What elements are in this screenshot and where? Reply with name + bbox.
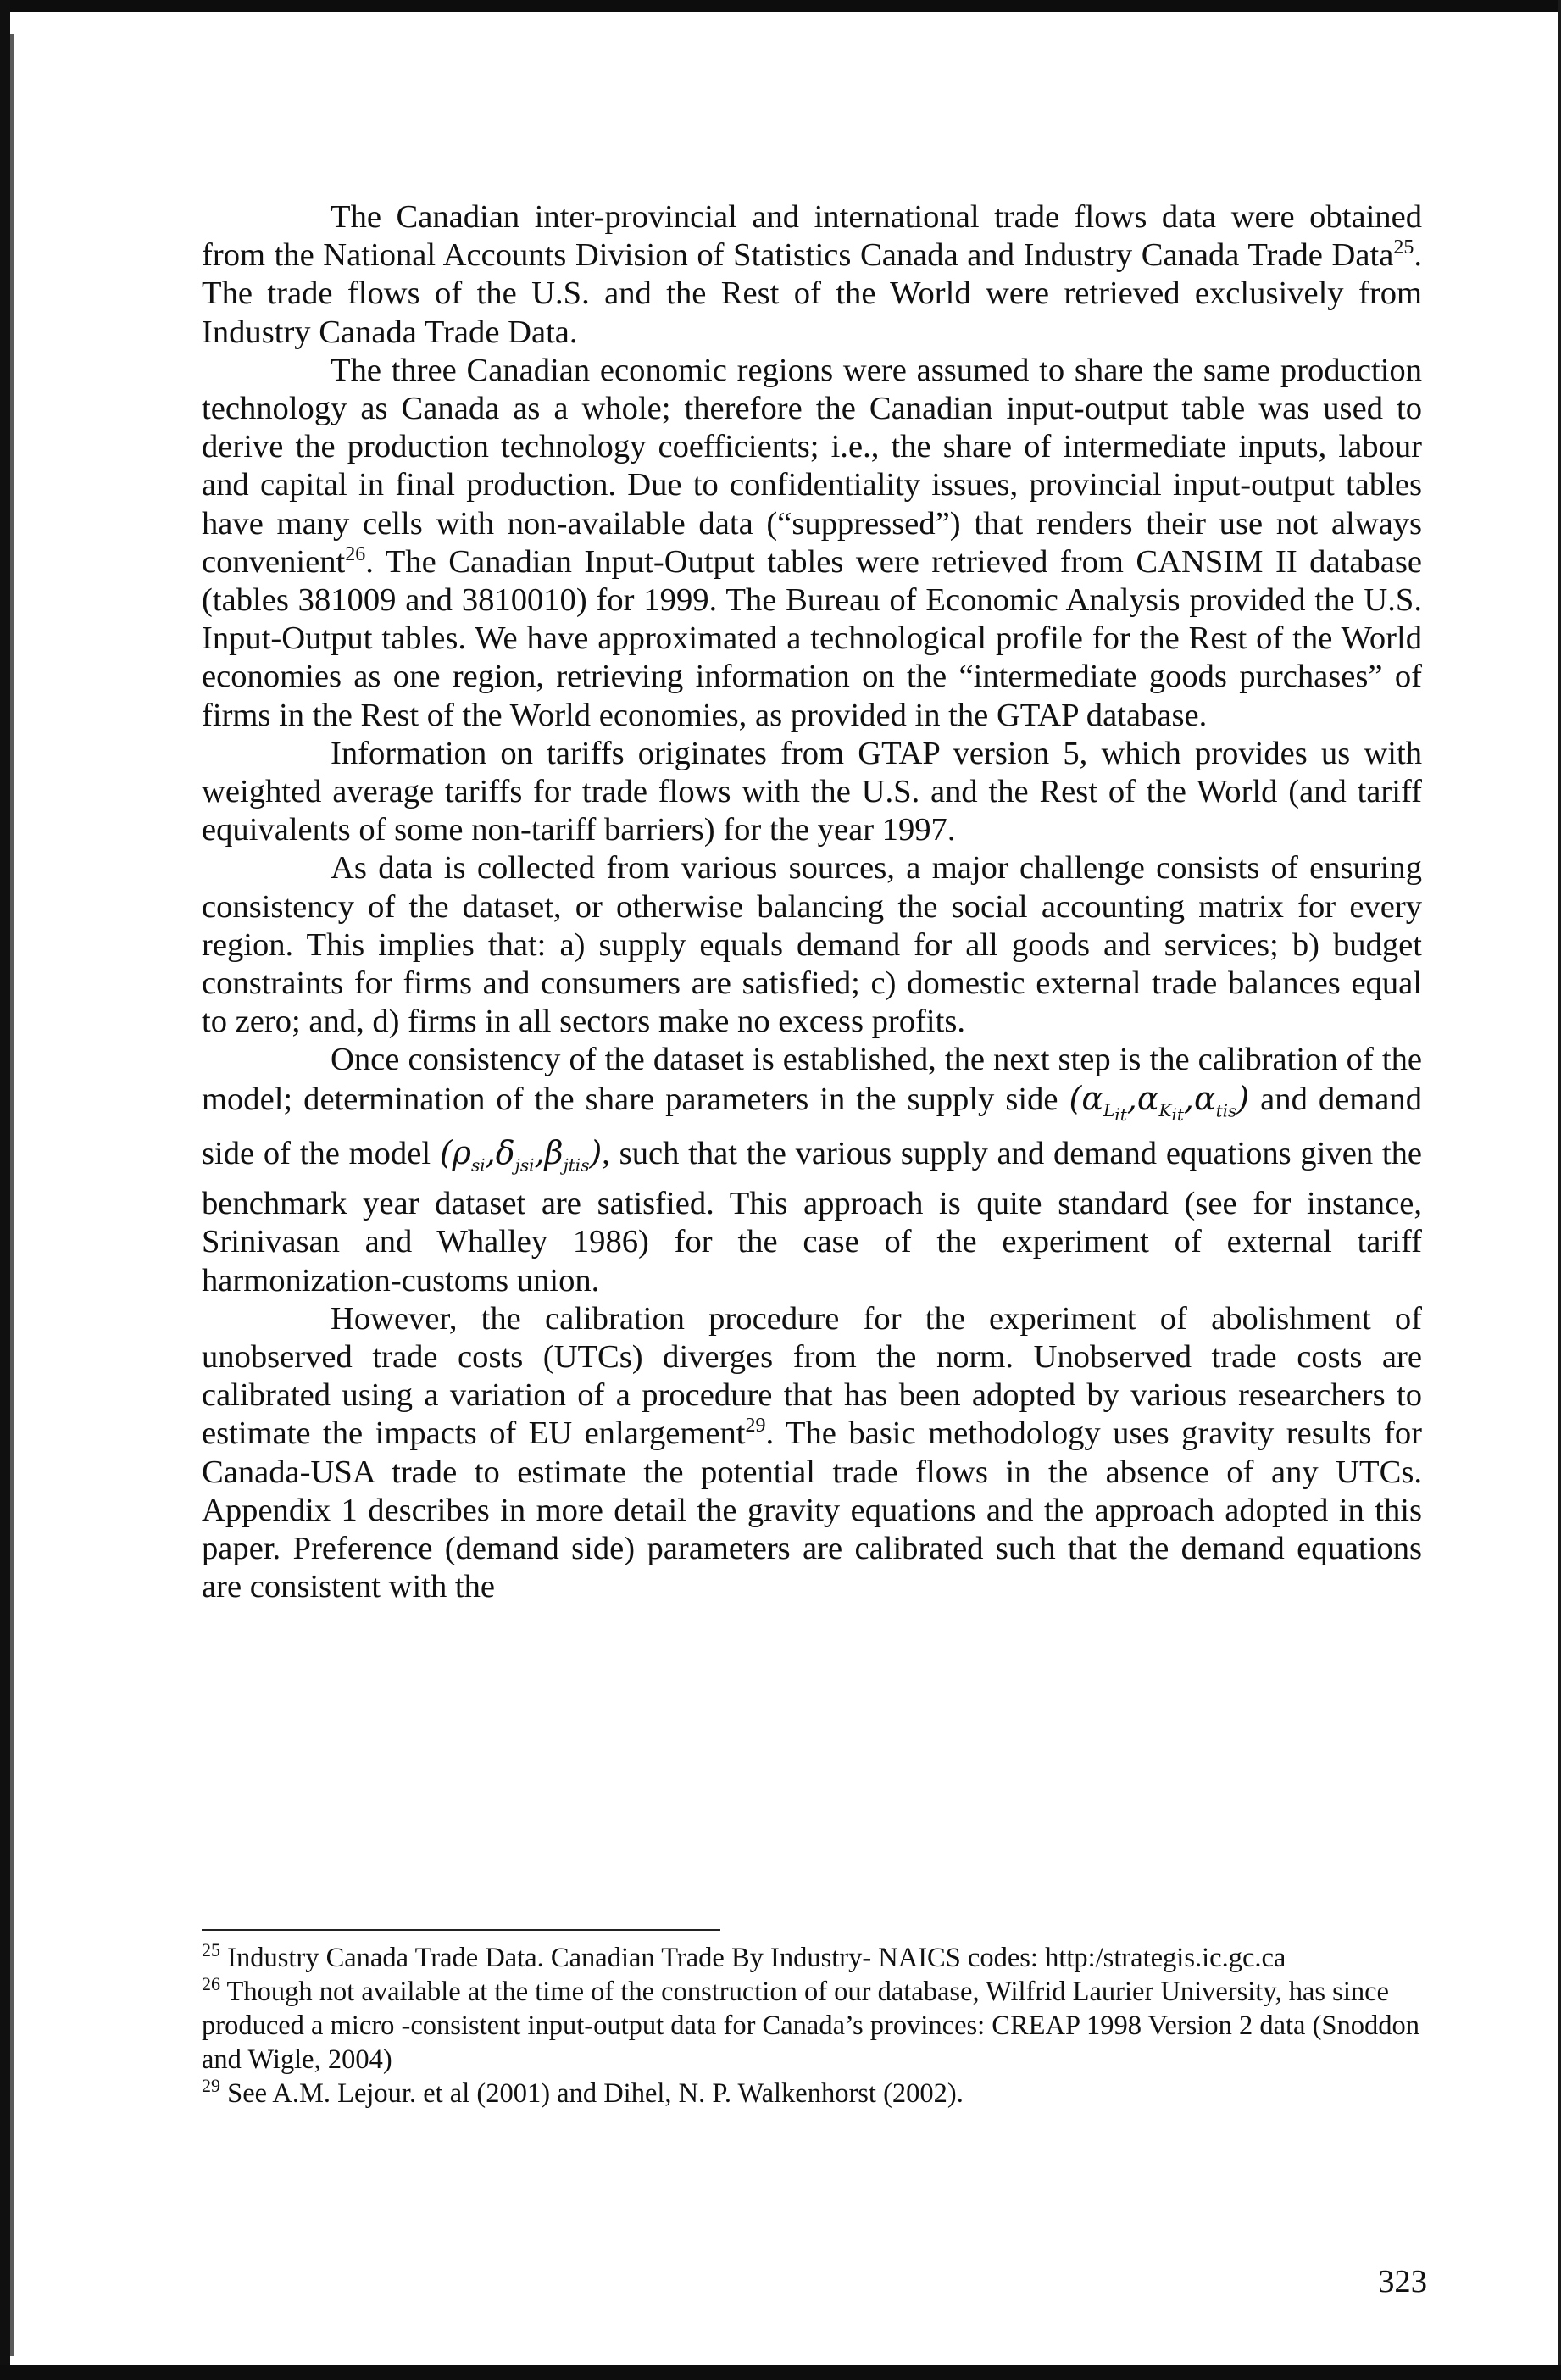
paragraph-text: , such that the various supply and demand equations given the benchmark year dataset are satisfied. This approach is quite standard (see for instance, Srinivasan and Whalley 1986) for the case of the experiment of external tariff harmonization-customs union.	[202, 1136, 1422, 1298]
paragraph-text: Once consistency of the dataset is established, the next step is the calibration of the model; determination of the share parameters in the supply side	[202, 1042, 1422, 1117]
footnote-mark: 25	[202, 1939, 220, 1961]
paragraph-text: . The trade flows of the U.S. and the Rest of the World were retrieved exclusively from Industry Canada Trade Data.	[202, 237, 1422, 350]
scan-border-top	[0, 0, 1561, 12]
paragraph-text: . The Canadian Input-Output tables were retrieved from CANSIM II database (tables 381009 and 3810010) for 1999. The Bureau of Economic Analysis provided the U.S. Input-Output tables. We have approximated a technological profile for the Rest of the World economies as one region, retrieving information on the “intermediate goods purchases” of firms in the Rest of the World economies, as provided in the GTAP database.	[202, 543, 1422, 733]
footnote-text: See A.M. Lejour. et al (2001) and Dihel, N. P. Walkenhorst (2002).	[227, 2078, 964, 2109]
footnote-ref-29: 29	[745, 1415, 766, 1437]
paragraph-text: As data is collected from various sources, a major challenge consists of ensuring consistency of the dataset, or otherwise balancing the social accounting matrix for every region. This implies that: a) supply equals demand for all goods and services; b) budget constraints for firms and consumers are satisfied; c) domestic external trade balances equal to zero; and, d) firms in all sectors make no excess profits.	[202, 850, 1422, 1040]
paragraph-text: The three Canadian economic regions were assumed to share the same production technology as Canada as a whole; therefore the Canadian input-output table was used to derive the production technology coefficients; i.e., the share of intermediate inputs, labour and capital in final production. Due to confidentiality issues, provincial input-output tables have many cells with non-available data (“suppressed”) that renders their use not always convenient	[202, 352, 1422, 580]
paragraph-consistency	[202, 849, 1422, 1041]
footnote-25	[202, 1941, 1422, 1975]
footnote-29	[202, 2077, 1422, 2110]
paragraph-text: The Canadian inter-provincial and international trade flows data were obtained from the National Accounts Division of Statistics Canada and Industry Canada Trade Data	[202, 199, 1422, 274]
paragraph-utc-calibration	[202, 1300, 1422, 1607]
scan-border-bottom	[0, 2365, 1561, 2380]
footnote-separator	[202, 1929, 720, 1931]
paragraph-production-technology	[202, 352, 1422, 735]
footnote-ref-26: 26	[345, 542, 366, 565]
supply-parameters-formula: $(\alpha_{L_{it}},\alpha_{K_{it}},\alpha_{tis})$	[1069, 1079, 1250, 1126]
footnote-text: Though not available at the time of the construction of our database, Wilfrid Laurier University, has since produced a micro -consistent input-output data for Canada’s provinces: CREAP 1998 Version 2 data (Snoddon and Wigle, 2004)	[202, 1977, 1419, 2075]
body-text	[202, 198, 1422, 1607]
footnote-mark: 29	[202, 2075, 220, 2097]
footnote-mark: 26	[202, 1973, 220, 1995]
footnote-text: Industry Canada Trade Data. Canadian Trade By Industry- NAICS codes: http:/strategis.ic.gc.ca	[227, 1943, 1286, 1973]
paragraph-calibration	[202, 1041, 1422, 1299]
scan-binding-shadow	[10, 34, 14, 2356]
footnotes	[202, 1941, 1422, 2110]
scan-border-left	[0, 0, 10, 2380]
page-number: 323	[1378, 2264, 1427, 2299]
paragraph-trade-flows	[202, 198, 1422, 352]
paragraph-tariffs	[202, 735, 1422, 850]
paragraph-text: and demand side of the model	[202, 1081, 1422, 1172]
demand-parameters-formula: $(\rho_{si},\delta_{jsi},\beta_{jtis})$	[439, 1134, 603, 1176]
paragraph-text: . The basic methodology uses gravity results for Canada-USA trade to estimate the potential trade flows in the absence of any UTCs. Appendix 1 describes in more detail the gravity equations and the approach adopted in this paper. Preference (demand side) parameters are calibrated such that the demand equations are consistent with the	[202, 1415, 1422, 1605]
paragraph-text: However, the calibration procedure for the experiment of abolishment of unobserved trade costs (UTCs) diverges from the norm. Unobserved trade costs are calibrated using a variation of a procedure that has been adopted by various researchers to estimate the impacts of EU enlargement	[202, 1300, 1422, 1452]
footnote-ref-25: 25	[1393, 236, 1414, 259]
paragraph-text: Information on tariffs originates from GTAP version 5, which provides us with weighted average tariffs for trade flows with the U.S. and the Rest of the World (and tariff equivalents of some non-tariff barriers) for the year 1997.	[202, 735, 1422, 848]
footnote-26	[202, 1975, 1422, 2077]
